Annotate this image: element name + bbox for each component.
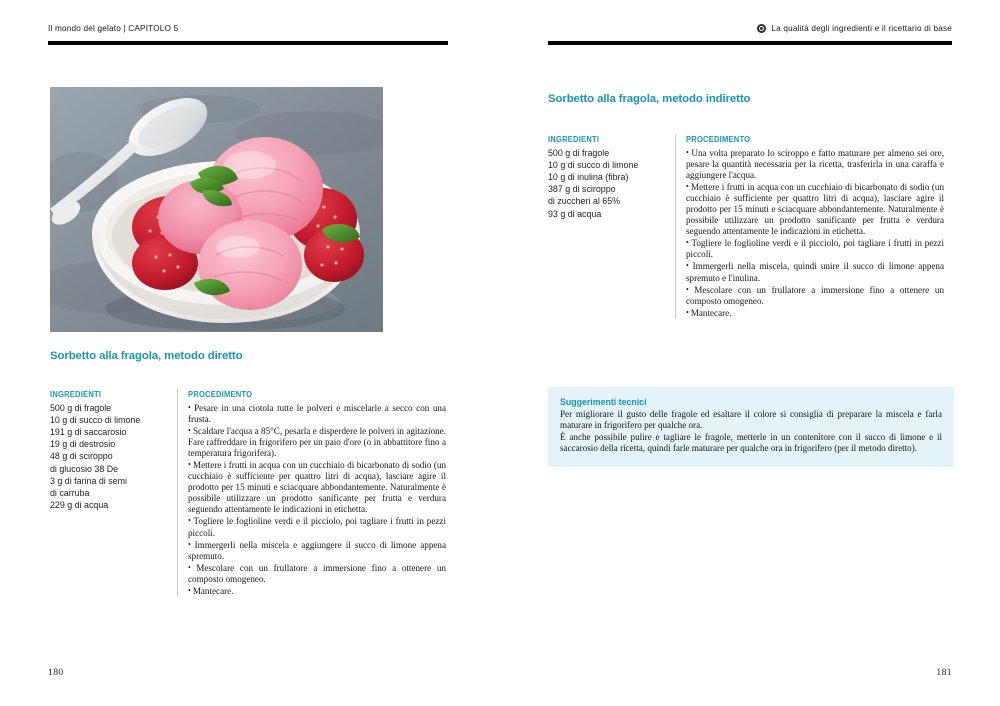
ingredient-line: 387 g di sciroppo	[548, 184, 616, 195]
running-head-right-text: La qualità degli ingredienti e il ricettario di base	[771, 24, 952, 33]
ingredient-line: 191 g di saccarosio	[50, 426, 127, 437]
procedure-list-direct	[188, 402, 446, 598]
procedure-step: • Mettere i frutti in acqua con un cucchiaio di bicarbonato di sodio (un cucchiaio è sufficiente per quattro litri di acqua), lasciare agire il prodotto per 15 minuti e sciacquare abbondantemente. Naturalmente è possibile utilizzare un prodotto sanificante per frutta e verdura seguendo attentamente le indicazioni in etichetta.	[686, 181, 944, 237]
ingredient-line: 10 g di inulina (fibra)	[548, 171, 629, 182]
ingredient-line: 10 g di succo di limone	[50, 414, 141, 425]
technical-tips-box	[548, 387, 954, 467]
procedure-step: • Immergerli nella miscela, quindi unire il succo di limone appena spremuto e l'inulina.	[686, 260, 944, 283]
ingredients-label-direct: INGREDIENTI	[50, 389, 102, 399]
procedure-label-indirect: PROCEDIMENTO	[686, 134, 751, 144]
ingredient-line: di carruba	[50, 487, 90, 498]
header-rule-right	[548, 41, 952, 45]
ingredients-label-indirect: INGREDIENTI	[548, 134, 600, 144]
procedure-step: • Togliere le foglioline verdi e il picciolo, poi tagliare i frutti in pezzi piccoli.	[188, 515, 446, 538]
tip-paragraph: Per migliorare il gusto delle fragole ed esaltare il colore si consiglia di preparare la miscela e farla maturare in frigorifero per qualche ora.	[560, 409, 942, 431]
technical-tips-body	[560, 409, 942, 455]
procedure-step: • Mettere i frutti in acqua con un cucchiaio di bicarbonato di sodio (un cucchiaio è sufficiente per quattro litri di acqua), lasciare agire il prodotto per 15 minuti e sciacquare abbondantemente. Naturalmente è possibile utilizzare un prodotto sanificante per frutta e verdura seguendo attentamente le indicazioni in etichetta.	[188, 459, 446, 515]
tip-paragraph: È anche possibile pulire e tagliare le fragole, metterle in un contenitore con il succo di limone e il saccarosio della ricetta, quindi farle maturare per qualche ora in frigorifero (per il metodo diretto).	[560, 431, 942, 454]
ingredient-line: di zuccheri al 65%	[548, 196, 621, 207]
page-number-right: 181	[936, 667, 952, 678]
recipe-photo	[50, 87, 383, 332]
procedure-step: • Mantecare.	[686, 307, 944, 319]
header-rule-left	[48, 41, 448, 45]
procedure-step: • Togliere le foglioline verdi e il picciolo, poi tagliare i frutti in pezzi piccoli.	[686, 237, 944, 260]
recipe-title-direct: Sorbetto alla fragola, metodo diretto	[50, 350, 243, 362]
ingredients-list-direct	[50, 402, 167, 512]
procedure-step: • Scaldare l'acqua a 85°C, pesarla e disperdere le polveri in agitazione. Fare raffreddare in frigorifero per un paio d'ore (o in abbattitore fino a temperatura frigorifera).	[188, 425, 446, 459]
procedure-column-indirect	[676, 134, 944, 319]
ingredient-line: 500 g di fragole	[50, 402, 112, 413]
ingredient-line: 93 g di acqua	[548, 208, 602, 219]
procedure-step: • Pesare in una ciotola tutte le polveri e miscelarle a secco con una frusta.	[188, 402, 446, 425]
page-number-left: 180	[48, 667, 64, 678]
running-head-right	[757, 24, 952, 33]
procedure-step: • Mescolare con un frullatore a immersione fino a ottenere un composto omogeneo.	[686, 284, 944, 307]
procedure-step: • Immergerli nella miscela e aggiungere il succo di limone appena spremuto.	[188, 539, 446, 562]
ingredients-column-indirect	[548, 134, 676, 319]
ingredients-column-direct	[50, 389, 178, 597]
running-head-left-text: Il mondo del gelato | CAPITOLO 5	[48, 24, 179, 33]
ingredients-list-indirect	[548, 147, 665, 220]
procedure-step: • Una volta preparato lo sciroppo e fatto maturare per almeno sei ore, pesare la quantità necessaria per la ricetta, trasferirla in una caraffa e aggiungere l'acqua.	[686, 147, 944, 181]
recipe-photo-illustration	[50, 87, 383, 332]
ingredient-line: 48 g di sciroppo	[50, 451, 113, 462]
procedure-column-direct	[178, 389, 446, 597]
ingredient-line: 500 g di fragole	[548, 147, 610, 158]
procedure-step: • Mescolare con un frullatore a immersione fino a ottenere un composto omogeneo.	[188, 562, 446, 585]
procedure-step: • Mantecare.	[188, 585, 446, 597]
ingredient-line: 3 g di farina di semi	[50, 475, 127, 486]
ingredient-line: 229 g di acqua	[50, 500, 109, 511]
ingredient-line: di glucosio 38 De	[50, 463, 119, 474]
procedure-label-direct: PROCEDIMENTO	[188, 389, 253, 399]
chapter-medallion-icon	[757, 24, 766, 33]
ingredient-line: 10 g di succo di limone	[548, 159, 639, 170]
procedure-list-indirect	[686, 147, 944, 319]
recipe-title-indirect: Sorbetto alla fragola, metodo indiretto	[548, 93, 751, 105]
right-page	[500, 0, 1000, 706]
running-head-left	[48, 24, 178, 33]
technical-tips-title: Suggerimenti tecnici	[560, 397, 647, 407]
recipe-body-direct	[50, 389, 456, 597]
recipe-body-indirect	[548, 134, 954, 319]
ingredient-line: 19 g di destrosio	[50, 439, 116, 450]
